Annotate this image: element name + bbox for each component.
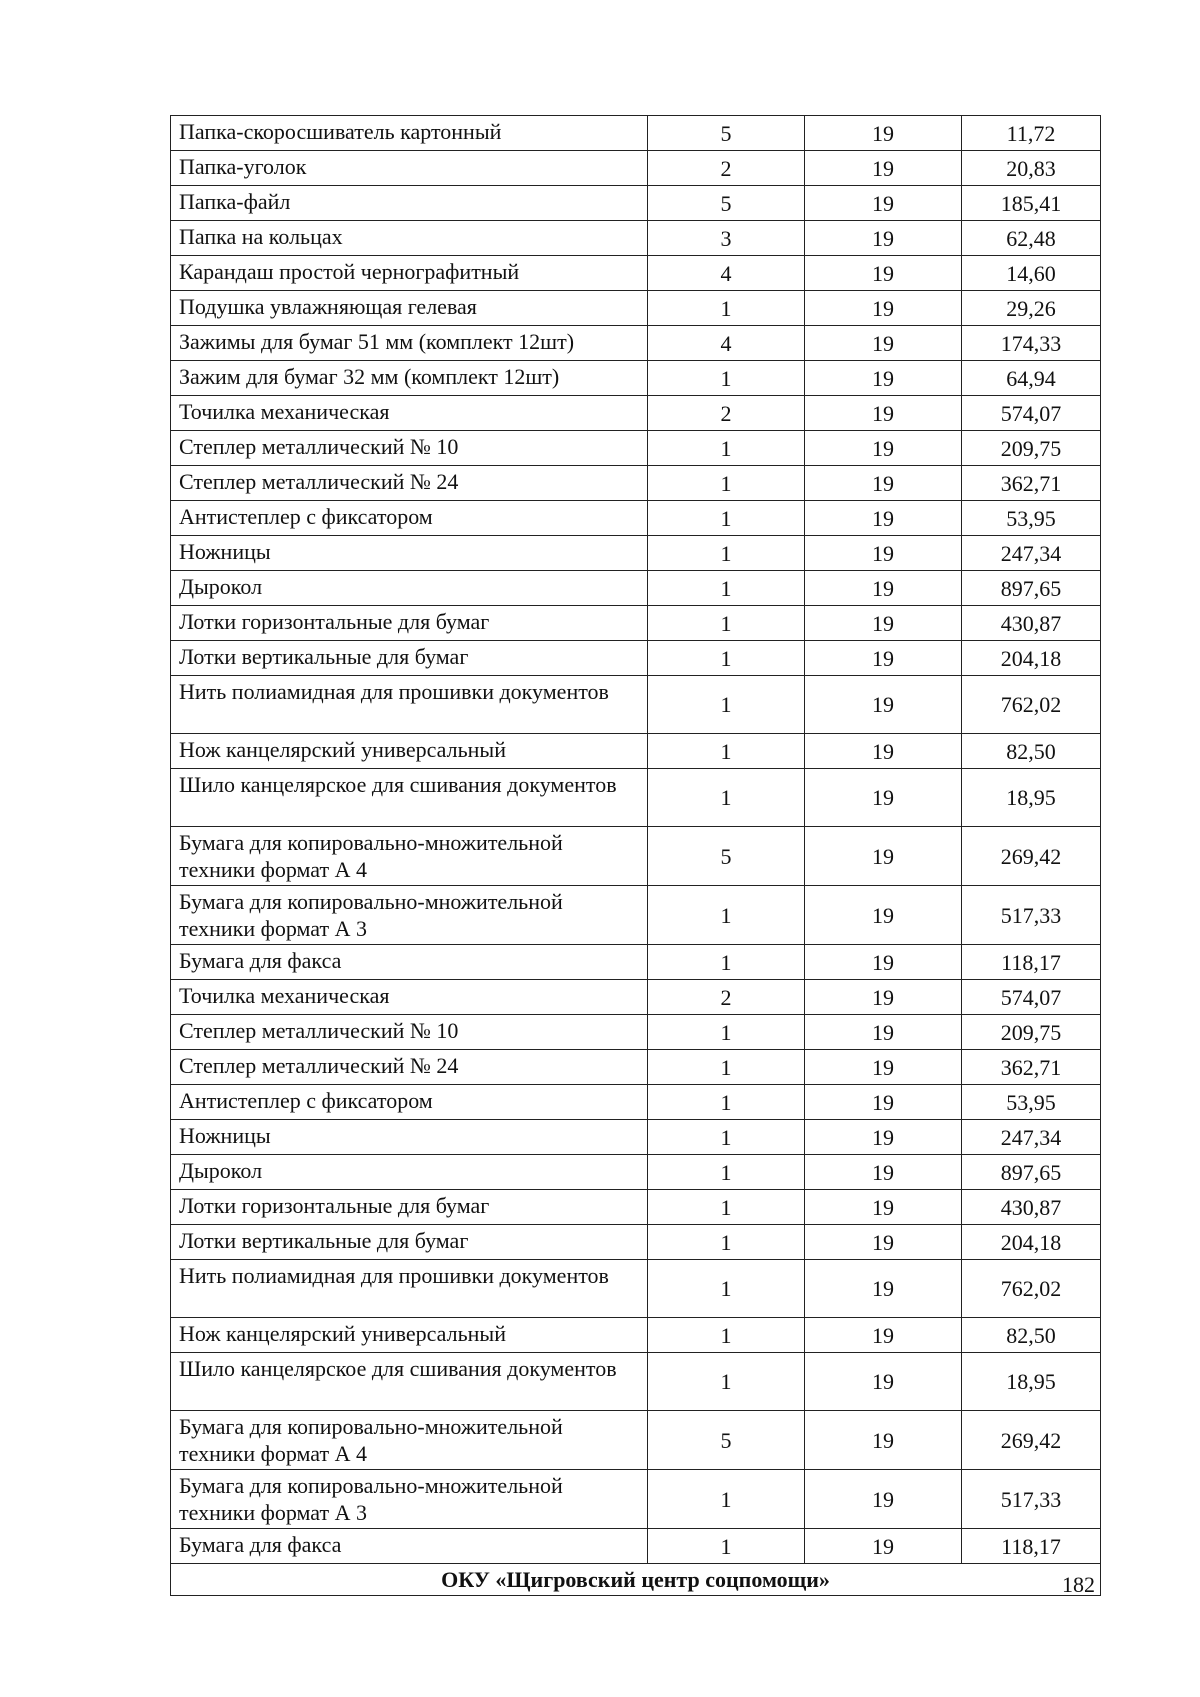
table-row [171,116,1101,151]
item-name-cell: Нож канцелярский универсальный [171,734,648,769]
price-cell: 14,60 [962,256,1101,291]
price-cell: 204,18 [962,641,1101,676]
item-name-cell: Лотки горизонтальные для бумаг [171,1190,648,1225]
item-name-cell: Папка-файл [171,186,648,221]
quantity-cell: 1 [648,1529,805,1564]
price-cell: 247,34 [962,1120,1101,1155]
price-cell: 897,65 [962,571,1101,606]
price-cell: 18,95 [962,1353,1101,1411]
code-cell: 19 [805,676,962,734]
item-name-cell: Ножницы [171,536,648,571]
price-cell: 574,07 [962,980,1101,1015]
quantity-cell: 1 [648,734,805,769]
item-name-cell: Карандаш простой чернографитный [171,256,648,291]
table-row [171,1015,1101,1050]
quantity-cell: 4 [648,256,805,291]
quantity-cell: 3 [648,221,805,256]
item-name-cell: Степлер металлический № 24 [171,466,648,501]
table-row [171,1085,1101,1120]
table-row [171,186,1101,221]
table-row [171,827,1101,886]
code-cell: 19 [805,1529,962,1564]
code-cell: 19 [805,980,962,1015]
table-row [171,1411,1101,1470]
quantity-cell: 1 [648,676,805,734]
table-row [171,1225,1101,1260]
table-row [171,769,1101,827]
price-cell: 430,87 [962,606,1101,641]
quantity-cell: 1 [648,1015,805,1050]
item-name-cell: Дырокол [171,571,648,606]
item-name-cell: Точилка механическая [171,980,648,1015]
item-name-cell: Антистеплер с фиксатором [171,1085,648,1120]
code-cell: 19 [805,945,962,980]
price-cell: 762,02 [962,1260,1101,1318]
table-row [171,1318,1101,1353]
item-name-cell: Ножницы [171,1120,648,1155]
price-cell: 18,95 [962,769,1101,827]
quantity-cell: 1 [648,1085,805,1120]
quantity-cell: 5 [648,1411,805,1470]
quantity-cell: 1 [648,1120,805,1155]
price-cell: 430,87 [962,1190,1101,1225]
price-cell: 53,95 [962,501,1101,536]
item-name-cell: Степлер металлический № 10 [171,1015,648,1050]
price-cell: 118,17 [962,1529,1101,1564]
table-row [171,1260,1101,1318]
quantity-cell: 1 [648,1318,805,1353]
table-row [171,1155,1101,1190]
table-row [171,151,1101,186]
price-cell: 185,41 [962,186,1101,221]
code-cell: 19 [805,116,962,151]
price-cell: 362,71 [962,466,1101,501]
item-name-cell: Зажимы для бумаг 51 мм (комплект 12шт) [171,326,648,361]
quantity-cell: 1 [648,641,805,676]
price-cell: 64,94 [962,361,1101,396]
item-name-cell: Антистеплер с фиксатором [171,501,648,536]
code-cell: 19 [805,606,962,641]
quantity-cell: 1 [648,1225,805,1260]
table-row [171,431,1101,466]
table-row [171,641,1101,676]
price-cell: 517,33 [962,1470,1101,1529]
table-row [171,886,1101,945]
item-name-cell: Бумага для факса [171,945,648,980]
code-cell: 19 [805,769,962,827]
table-row [171,734,1101,769]
quantity-cell: 1 [648,1260,805,1318]
table-row [171,221,1101,256]
price-cell: 897,65 [962,1155,1101,1190]
item-name-cell: Подушка увлажняющая гелевая [171,291,648,326]
code-cell: 19 [805,734,962,769]
table-row [171,571,1101,606]
item-name-cell: Точилка механическая [171,396,648,431]
item-name-cell: Нить полиамидная для прошивки документов [171,1260,648,1318]
price-cell: 62,48 [962,221,1101,256]
table-row [171,256,1101,291]
code-cell: 19 [805,571,962,606]
code-cell: 19 [805,431,962,466]
table-row [171,606,1101,641]
organization-title: ОКУ «Щигровский центр соцпомощи» [171,1564,1101,1596]
code-cell: 19 [805,827,962,886]
table-row [171,1353,1101,1411]
item-name-cell: Шило канцелярское для сшивания документов [171,1353,648,1411]
supplies-table [170,115,1101,1596]
table-row [171,1529,1101,1564]
table-row [171,1190,1101,1225]
price-cell: 247,34 [962,536,1101,571]
quantity-cell: 1 [648,1353,805,1411]
item-name-cell: Бумага для копировально-множительной техники формат А 3 [171,1470,648,1529]
item-name-cell: Дырокол [171,1155,648,1190]
item-name-cell: Нож канцелярский универсальный [171,1318,648,1353]
item-name-cell: Лотки вертикальные для бумаг [171,1225,648,1260]
code-cell: 19 [805,1260,962,1318]
item-name-cell: Нить полиамидная для прошивки документов [171,676,648,734]
code-cell: 19 [805,151,962,186]
price-cell: 118,17 [962,945,1101,980]
item-name-cell: Зажим для бумаг 32 мм (комплект 12шт) [171,361,648,396]
quantity-cell: 1 [648,361,805,396]
code-cell: 19 [805,1353,962,1411]
item-name-cell: Лотки вертикальные для бумаг [171,641,648,676]
table-body [171,116,1101,1596]
code-cell: 19 [805,886,962,945]
price-cell: 29,26 [962,291,1101,326]
quantity-cell: 2 [648,396,805,431]
code-cell: 19 [805,256,962,291]
price-cell: 269,42 [962,1411,1101,1470]
item-name-cell: Бумага для копировально-множительной техники формат А 3 [171,886,648,945]
quantity-cell: 1 [648,571,805,606]
table-row [171,396,1101,431]
code-cell: 19 [805,396,962,431]
page-number: 182 [1062,1572,1095,1597]
table-row [171,536,1101,571]
code-cell: 19 [805,1085,962,1120]
item-name-cell: Лотки горизонтальные для бумаг [171,606,648,641]
code-cell: 19 [805,221,962,256]
item-name-cell: Папка на кольцах [171,221,648,256]
price-cell: 209,75 [962,431,1101,466]
code-cell: 19 [805,1411,962,1470]
price-cell: 82,50 [962,1318,1101,1353]
quantity-cell: 1 [648,501,805,536]
table-row [171,676,1101,734]
item-name-cell: Степлер металлический № 10 [171,431,648,466]
table-row [171,945,1101,980]
quantity-cell: 5 [648,116,805,151]
quantity-cell: 1 [648,945,805,980]
table-row [171,291,1101,326]
quantity-cell: 5 [648,827,805,886]
price-cell: 53,95 [962,1085,1101,1120]
table-row [171,1470,1101,1529]
item-name-cell: Папка-уголок [171,151,648,186]
table-row [171,1120,1101,1155]
quantity-cell: 4 [648,326,805,361]
quantity-cell: 1 [648,466,805,501]
price-cell: 204,18 [962,1225,1101,1260]
item-name-cell: Шило канцелярское для сшивания документов [171,769,648,827]
code-cell: 19 [805,1470,962,1529]
price-cell: 174,33 [962,326,1101,361]
quantity-cell: 1 [648,606,805,641]
code-cell: 19 [805,1318,962,1353]
table-row [171,361,1101,396]
table-row [171,1050,1101,1085]
item-name-cell: Бумага для копировально-множительной техники формат А 4 [171,1411,648,1470]
quantity-cell: 1 [648,1050,805,1085]
code-cell: 19 [805,1015,962,1050]
price-cell: 82,50 [962,734,1101,769]
table-row [171,326,1101,361]
code-cell: 19 [805,326,962,361]
quantity-cell: 5 [648,186,805,221]
code-cell: 19 [805,291,962,326]
quantity-cell: 1 [648,431,805,466]
code-cell: 19 [805,641,962,676]
price-cell: 362,71 [962,1050,1101,1085]
code-cell: 19 [805,1190,962,1225]
table-row [171,980,1101,1015]
price-cell: 209,75 [962,1015,1101,1050]
price-cell: 574,07 [962,396,1101,431]
quantity-cell: 1 [648,1470,805,1529]
code-cell: 19 [805,1155,962,1190]
code-cell: 19 [805,361,962,396]
quantity-cell: 2 [648,980,805,1015]
quantity-cell: 1 [648,536,805,571]
code-cell: 19 [805,501,962,536]
code-cell: 19 [805,1050,962,1085]
quantity-cell: 1 [648,1155,805,1190]
quantity-cell: 1 [648,291,805,326]
price-cell: 269,42 [962,827,1101,886]
price-cell: 517,33 [962,886,1101,945]
quantity-cell: 1 [648,769,805,827]
code-cell: 19 [805,536,962,571]
footer-row [171,1564,1101,1596]
quantity-cell: 1 [648,1190,805,1225]
table-row [171,501,1101,536]
item-name-cell: Бумага для факса [171,1529,648,1564]
item-name-cell: Степлер металлический № 24 [171,1050,648,1085]
code-cell: 19 [805,466,962,501]
item-name-cell: Бумага для копировально-множительной техники формат А 4 [171,827,648,886]
quantity-cell: 1 [648,886,805,945]
code-cell: 19 [805,1225,962,1260]
price-cell: 762,02 [962,676,1101,734]
code-cell: 19 [805,186,962,221]
quantity-cell: 2 [648,151,805,186]
table-row [171,466,1101,501]
price-cell: 11,72 [962,116,1101,151]
code-cell: 19 [805,1120,962,1155]
item-name-cell: Папка-скоросшиватель картонный [171,116,648,151]
price-cell: 20,83 [962,151,1101,186]
